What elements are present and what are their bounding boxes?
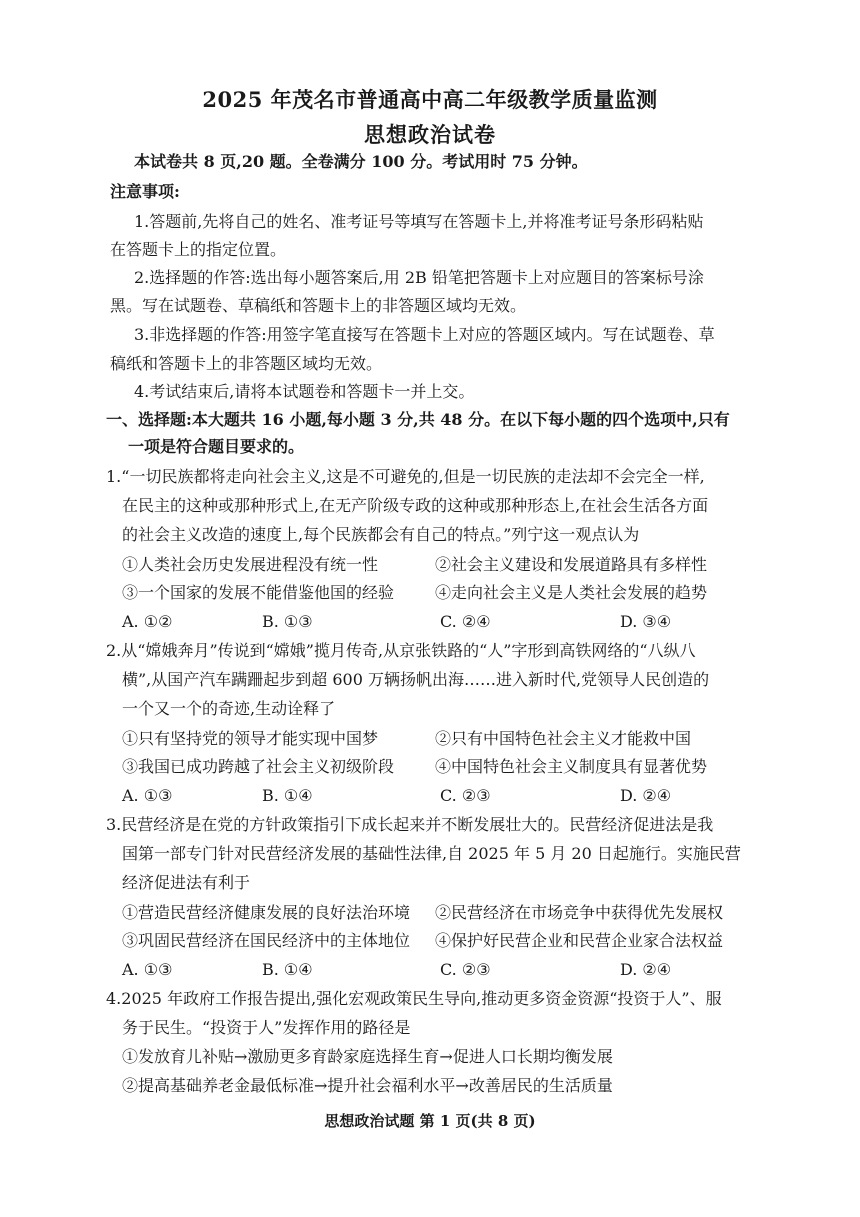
question-stem: 的社会主义改造的速度上,每个民族都会有自己的特点。”列宁这一观点认为: [122, 525, 640, 544]
question-stem: 在民主的这种或那种形式上,在无产阶级专政的这种或那种形态上,在社会生活各方面: [122, 496, 709, 515]
statement: ④中国特色社会主义制度具有显著优势: [435, 757, 708, 776]
statement: ③我国已成功跨越了社会主义初级阶段: [122, 757, 395, 776]
statement: ②提高基础养老金最低标准→提升社会福利水平→改善居民的生活质量: [122, 1076, 613, 1095]
choice-b: B. ①③: [262, 612, 313, 631]
statement: ①发放育儿补贴→激励更多育龄家庭选择生育→促进人口长期均衡发展: [122, 1047, 613, 1066]
question-stem: 国第一部专门针对民营经济发展的基础性法律,自 2025 年 5 月 20 日起施行。实施民营: [122, 844, 741, 863]
note-line: 1.答题前,先将自己的姓名、准考证号等填写在答题卡上,并将准考证号条形码粘贴: [134, 212, 704, 231]
note-line: 2.选择题的作答:选出每小题答案后,用 2B 铅笔把答题卡上对应题目的答案标号涂: [134, 268, 704, 287]
exam-title: 2025 年茂名市普通高中高二年级教学质量监测: [202, 87, 658, 112]
page-footer: 思想政治试题 第 1 页(共 8 页): [324, 1112, 536, 1130]
section-heading-cont: 一项是符合题目要求的。: [128, 437, 305, 456]
statement: ③巩固民营经济在国民经济中的主体地位: [122, 931, 411, 950]
choice-a: A. ①③: [122, 786, 173, 805]
choice-c: C. ②④: [440, 612, 491, 631]
statement: ②只有中国特色社会主义才能救中国: [435, 729, 692, 748]
statement: ③一个国家的发展不能借鉴他国的经验: [122, 583, 395, 602]
note-line: 黑。写在试题卷、草稿纸和答题卡上的非答题区域均无效。: [110, 296, 527, 315]
choice-d: D. ③④: [620, 612, 672, 631]
question-stem: 经济促进法有利于: [122, 873, 251, 892]
note-line: 4.考试结束后,请将本试题卷和答题卡一并上交。: [134, 382, 475, 401]
question-stem: 4.2025 年政府工作报告提出,强化宏观政策民生导向,推动更多资金资源“投资于人”、服: [106, 989, 722, 1008]
statement: ④保护好民营企业和民营企业家合法权益: [435, 931, 724, 950]
question-stem: 横”,从国产汽车蹒跚起步到超 600 万辆扬帆出海……进入新时代,党领导人民创造的: [122, 670, 710, 689]
choice-b: B. ①④: [262, 960, 313, 979]
question-stem: 1.“一切民族都将走向社会主义,这是不可避免的,但是一切民族的走法却不会完全一样,: [106, 467, 705, 486]
choice-c: C. ②③: [440, 786, 491, 805]
statement: ①只有坚持党的领导才能实现中国梦: [122, 729, 379, 748]
choice-a: A. ①③: [122, 960, 173, 979]
statement: ④走向社会主义是人类社会发展的趋势: [435, 583, 708, 602]
choice-c: C. ②③: [440, 960, 491, 979]
statement: ②社会主义建设和发展道路具有多样性: [435, 555, 708, 574]
question-stem: 3.民营经济是在党的方针政策指引下成长起来并不断发展壮大的。民营经济促进法是我: [106, 815, 714, 834]
question-stem: 2.从“嫦娥奔月”传说到“嫦娥”揽月传奇,从京张铁路的“人”字形到高铁网络的“八纵八: [106, 641, 696, 660]
note-line: 在答题卡上的指定位置。: [110, 240, 287, 259]
notes-heading: 注意事项:: [110, 182, 180, 201]
statement: ①人类社会历史发展进程没有统一性: [122, 555, 379, 574]
choice-a: A. ①②: [122, 612, 173, 631]
statement: ①营造民营经济健康发展的良好法治环境: [122, 903, 411, 922]
note-line: 稿纸和答题卡上的非答题区域均无效。: [110, 354, 383, 373]
note-line: 3.非选择题的作答:用签字笔直接写在答题卡上对应的答题区域内。写在试题卷、草: [134, 325, 715, 344]
section-heading: 一、选择题:本大题共 16 小题,每小题 3 分,共 48 分。在以下每小题的四个选项中,只有: [106, 410, 730, 429]
question-stem: 务于民生。“投资于人”发挥作用的路径是: [122, 1018, 411, 1037]
choice-d: D. ②④: [620, 786, 672, 805]
choice-b: B. ①④: [262, 786, 313, 805]
question-stem: 一个又一个的奇迹,生动诠释了: [122, 699, 336, 718]
exam-subtitle: 思想政治试卷: [364, 122, 496, 147]
statement: ②民营经济在市场竞争中获得优先发展权: [435, 903, 724, 922]
exam-summary: 本试卷共 8 页,20 题。全卷满分 100 分。考试用时 75 分钟。: [134, 152, 588, 171]
choice-d: D. ②④: [620, 960, 672, 979]
